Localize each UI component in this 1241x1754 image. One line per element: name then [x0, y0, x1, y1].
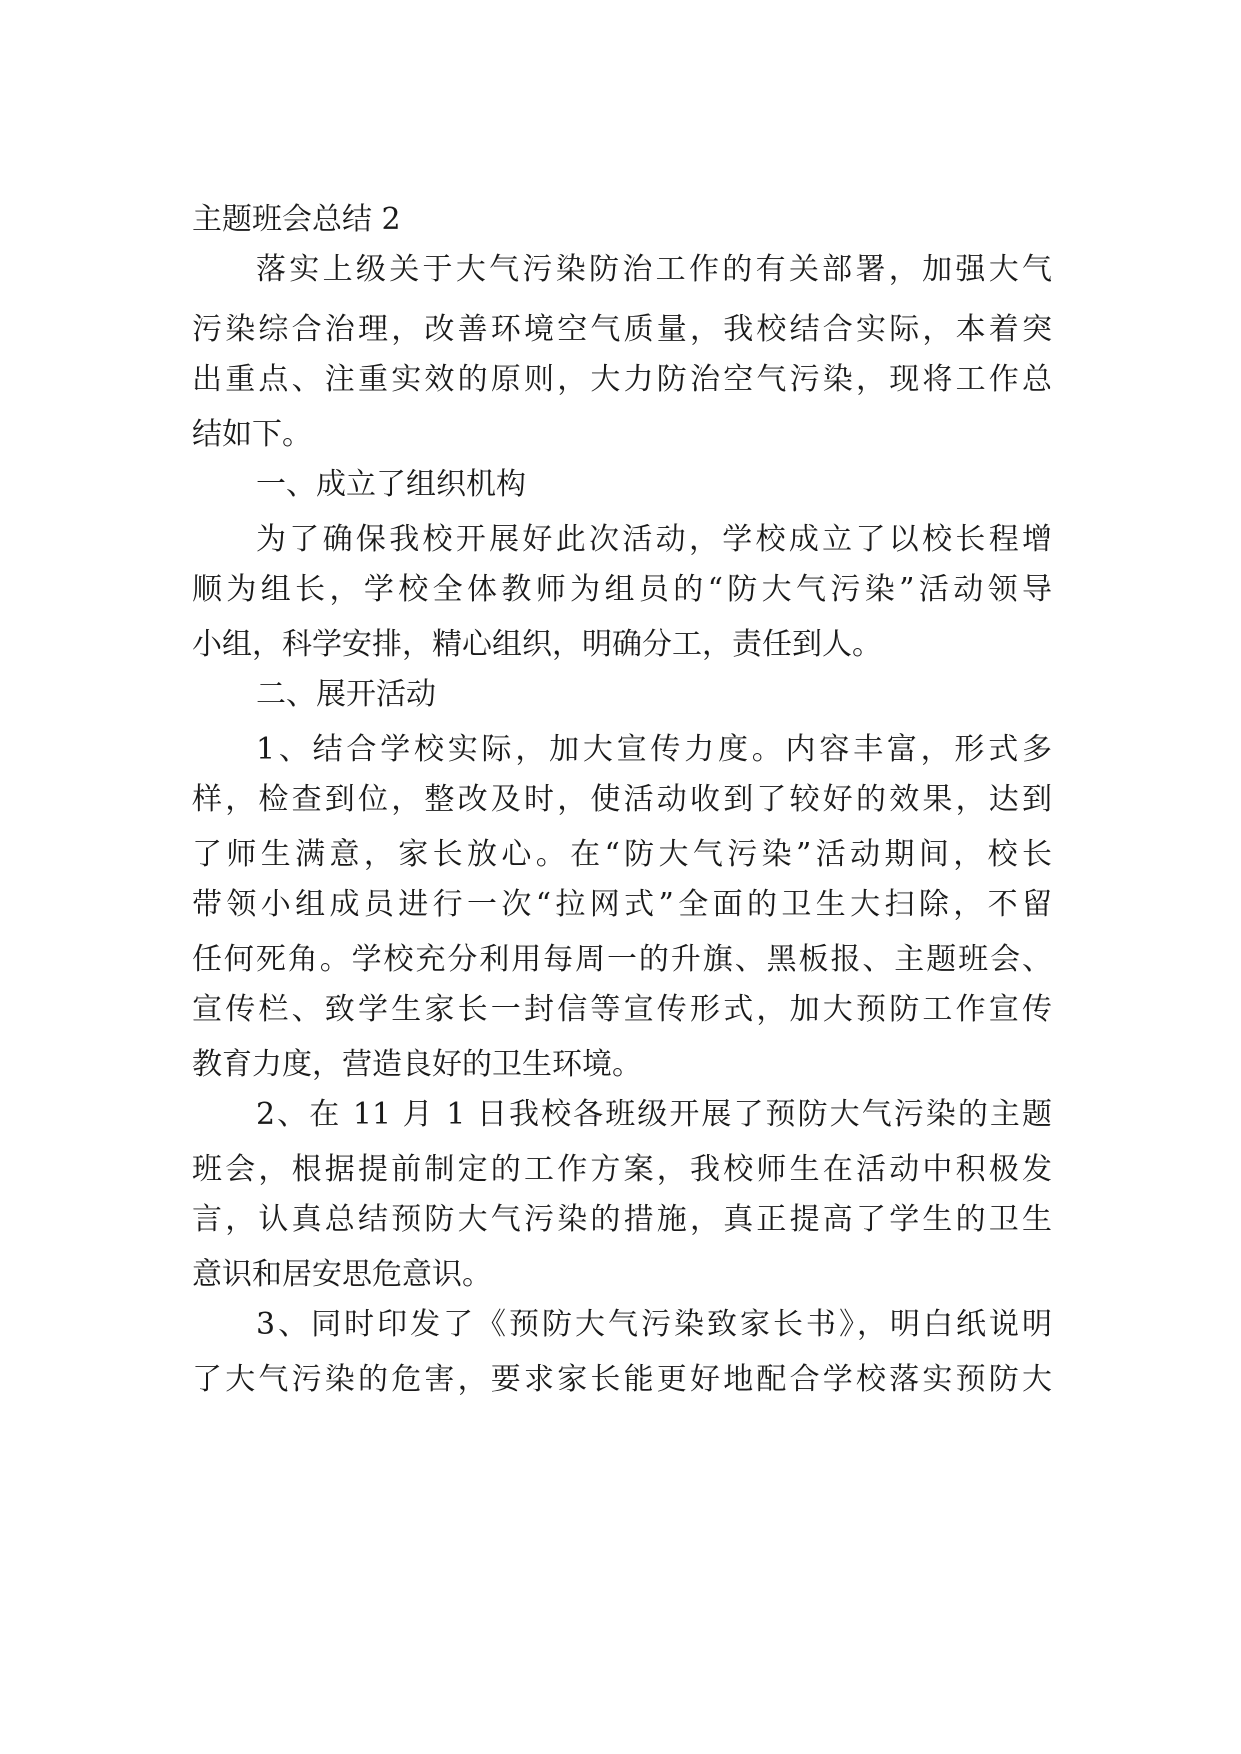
- paragraph-line: 3、同时印发了《预防大气污染致家长书》，明白纸说明: [256, 1307, 1052, 1342]
- paragraph-line: 样，检查到位，整改及时，使活动收到了较好的效果，达到: [192, 782, 1052, 817]
- paragraph-line: 2、在 11 月 1 日我校各班级开展了预防大气污染的主题: [256, 1097, 1052, 1132]
- paragraph-line: 出重点、注重实效的原则，大力防治空气污染，现将工作总: [192, 362, 1052, 397]
- paragraph-line: 落实上级关于大气污染防治工作的有关部署，加强大气: [256, 252, 1052, 287]
- paragraph-line: 为了确保我校开展好此次活动，学校成立了以校长程增: [256, 522, 1052, 557]
- paragraph-line: 了师生满意，家长放心。在“防大气污染”活动期间，校长: [192, 837, 1052, 872]
- paragraph-line: 污染综合治理，改善环境空气质量，我校结合实际，本着突: [192, 312, 1052, 347]
- document-title: 主题班会总结 2: [192, 202, 401, 237]
- paragraph-line: 言，认真总结预防大气污染的措施，真正提高了学生的卫生: [192, 1202, 1052, 1237]
- paragraph-line: 小组，科学安排，精心组织，明确分工，责任到人。: [192, 627, 882, 662]
- paragraph-line: 结如下。: [192, 417, 312, 452]
- paragraph-line: 班会，根据提前制定的工作方案，我校师生在活动中积极发: [192, 1152, 1052, 1187]
- paragraph-line: 1、结合学校实际，加大宣传力度。内容丰富，形式多: [256, 732, 1052, 767]
- paragraph-line: 宣传栏、致学生家长一封信等宣传形式，加大预防工作宣传: [192, 992, 1052, 1027]
- paragraph-line: 任何死角。学校充分利用每周一的升旗、黑板报、主题班会、: [192, 942, 1052, 977]
- paragraph-line: 教育力度，营造良好的卫生环境。: [192, 1047, 642, 1082]
- paragraph-line: 了大气污染的危害，要求家长能更好地配合学校落实预防大: [192, 1362, 1052, 1397]
- paragraph-line: 顺为组长，学校全体教师为组员的“防大气污染”活动领导: [192, 572, 1052, 607]
- paragraph-line: 带领小组成员进行一次“拉网式”全面的卫生大扫除，不留: [192, 887, 1052, 922]
- paragraph-line: 意识和居安思危意识。: [192, 1257, 492, 1292]
- section-heading: 二、展开活动: [256, 677, 436, 712]
- section-heading: 一、成立了组织机构: [256, 467, 526, 502]
